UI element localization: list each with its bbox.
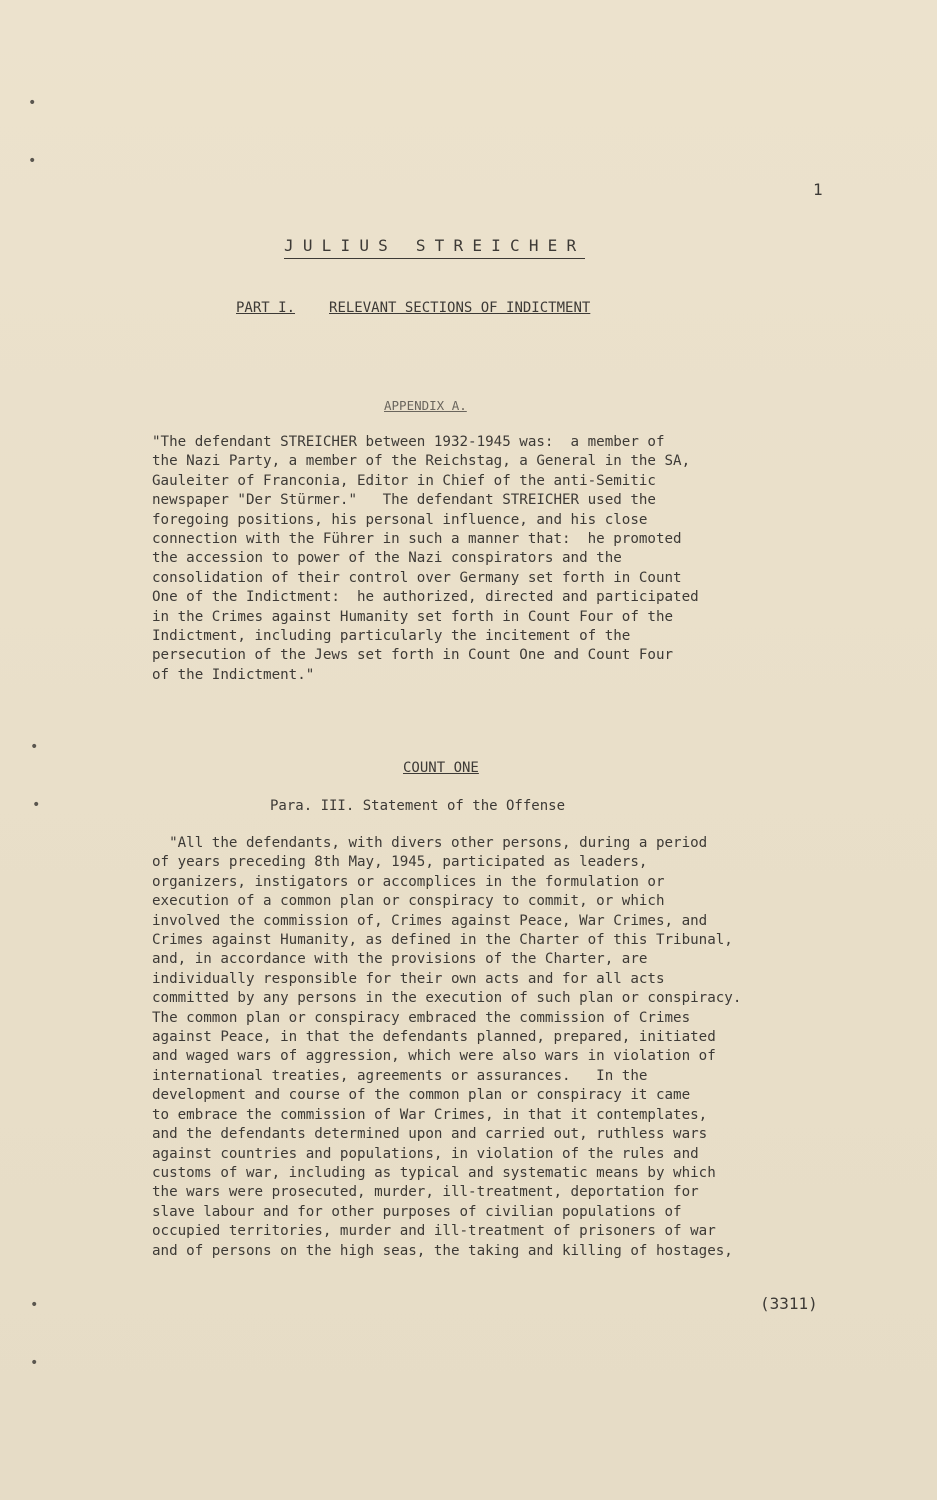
- binding-hole-mark: •: [28, 153, 37, 169]
- binding-hole-mark: •: [30, 1355, 39, 1371]
- part-heading: [236, 300, 590, 316]
- document-number: (3311): [760, 1294, 818, 1313]
- document-title: JULIUS STREICHER: [284, 236, 585, 259]
- appendix-paragraph: "The defendant STREICHER between 1932-1945 was: a member of the Nazi Party, a member of the Reichstag, a General in the SA, Gauleiter of Franconia, Editor in Chief of the anti-Semitic newspaper "Der Stürmer." The defendant STREICHER used the foregoing positions, his personal influence, and his close connection with the Führer in such a manner that: he promoted the accession to power of the Nazi conspirators and the consolidation of their control over Germany set forth in Count One of the Indictment: he authorized, directed and participated in the Crimes against Humanity set forth in Count Four of the Indictment, including particularly the incitement of the persecution of the Jews set forth in Count One and Count Four of the Indictment.": [152, 434, 699, 683]
- binding-hole-mark: •: [30, 1297, 39, 1313]
- binding-hole-mark: •: [30, 739, 39, 755]
- count-heading: COUNT ONE: [403, 760, 479, 776]
- part-heading-text: RELEVANT SECTIONS OF INDICTMENT: [329, 300, 591, 316]
- para-heading: Para. III. Statement of the Offense: [270, 798, 566, 814]
- appendix-heading: APPENDIX A.: [384, 398, 467, 413]
- binding-hole-mark: •: [32, 797, 41, 813]
- count-one-paragraph: "All the defendants, with divers other persons, during a period of years preceding 8th May, 1945, participated as leaders, organizers, instigators or accomplices in the formulation or execution of a common plan or conspiracy to commit, or which involved the commission of, Crimes against Peace, War Crimes, and Crimes against Humanity, as defined in the Charter of this Tribunal, and, in accordance with the provisions of the Charter, are individually responsible for their own acts and for all acts committed by any persons in the execution of such plan or conspiracy. The common plan or conspiracy embraced the commission of Crimes against Peace, in that the defendants planned, prepared, initiated and waged wars of aggression, which were also wars in violation of international treaties, agreements or assurances. In the development and course of the common plan or conspiracy it came to embrace the commission of War Crimes, in that it contemplates, and the defendants determined upon and carried out, ruthless wars against countries and populations, in violation of the rules and customs of war, including as typical and systematic means by which the wars were prosecuted, murder, ill-treatment, deportation for slave labour and for other purposes of civilian populations of occupied territories, murder and ill-treatment of prisoners of war and of persons on the high seas, the taking and killing of hostages,: [152, 835, 742, 1259]
- page-number: 1: [813, 180, 823, 199]
- part-label: PART I.: [236, 300, 296, 316]
- binding-hole-mark: •: [28, 95, 37, 111]
